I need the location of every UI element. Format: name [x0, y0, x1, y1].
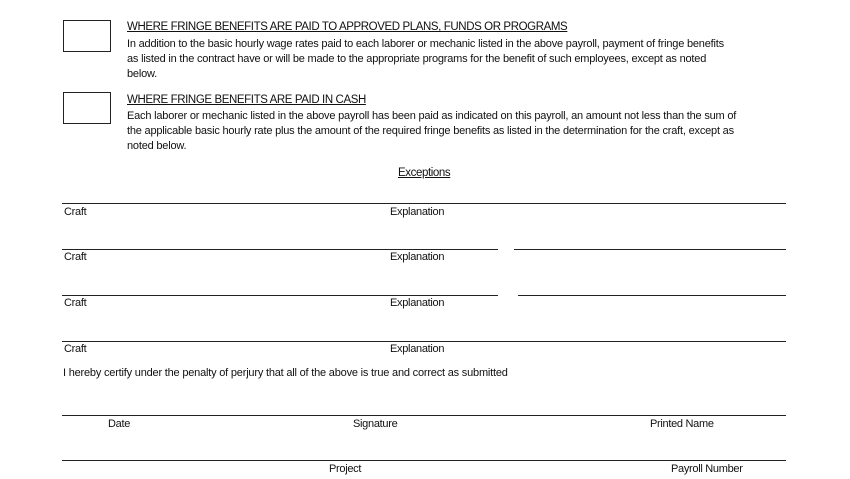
signature-line: [62, 415, 786, 416]
explanation-label: Explanation: [390, 206, 445, 218]
certification-text: I hereby certify under the penalty of perjury that all of the above is true and correct as submitted: [63, 367, 508, 379]
signature-input[interactable]: [330, 385, 550, 415]
explanation-line: [518, 295, 786, 296]
plans-heading: WHERE FRINGE BENEFITS ARE PAID TO APPROVED PLANS, FUNDS OR PROGRAMS: [127, 21, 568, 33]
cash-checkbox[interactable]: [63, 92, 111, 124]
craft-label: Craft: [64, 297, 87, 309]
craft-input[interactable]: [62, 263, 382, 293]
craft-input[interactable]: [62, 309, 382, 339]
printed-name-input[interactable]: [560, 385, 786, 415]
craft-line: [62, 249, 498, 250]
payroll-number-label: Payroll Number: [671, 463, 743, 475]
explanation-input[interactable]: [390, 309, 786, 339]
craft-label: Craft: [64, 251, 87, 263]
signature-label: Signature: [353, 418, 398, 430]
explanation-label: Explanation: [390, 251, 445, 263]
craft-line: [62, 295, 498, 296]
craft-label: Craft: [64, 206, 87, 218]
printed-name-label: Printed Name: [650, 418, 714, 430]
plans-text: In addition to the basic hourly wage rates paid to each laborer or mechanic listed in the above payroll, payment of fringe benefits as listed in the contract have or will be made to the appropriate programs for the benefit of such employees, except as noted below.: [127, 38, 724, 80]
date-input[interactable]: [62, 385, 322, 415]
date-label: Date: [108, 418, 131, 430]
craft-line: [62, 341, 786, 342]
plans-checkbox[interactable]: [63, 20, 111, 52]
cash-text: Each laborer or mechanic listed in the above payroll has been paid as indicated on this payroll, an amount not less than the sum of the applicable basic hourly rate plus the amount of the required fringe benefits as listed in the determination for the craft, except as noted below.: [127, 110, 737, 152]
explanation-label: Explanation: [390, 343, 445, 355]
project-label: Project: [329, 463, 362, 475]
craft-line: [62, 203, 786, 204]
explanation-input[interactable]: [390, 218, 786, 248]
project-line: [62, 460, 786, 461]
explanation-label: Explanation: [390, 297, 445, 309]
project-input[interactable]: [62, 432, 532, 460]
craft-label: Craft: [64, 343, 87, 355]
craft-input[interactable]: [62, 218, 382, 248]
cash-heading: WHERE FRINGE BENEFITS ARE PAID IN CASH: [127, 94, 366, 106]
explanation-line: [514, 249, 786, 250]
explanation-input[interactable]: [390, 263, 786, 293]
payroll-number-input[interactable]: [560, 432, 786, 460]
exceptions-title: Exceptions: [398, 167, 451, 179]
